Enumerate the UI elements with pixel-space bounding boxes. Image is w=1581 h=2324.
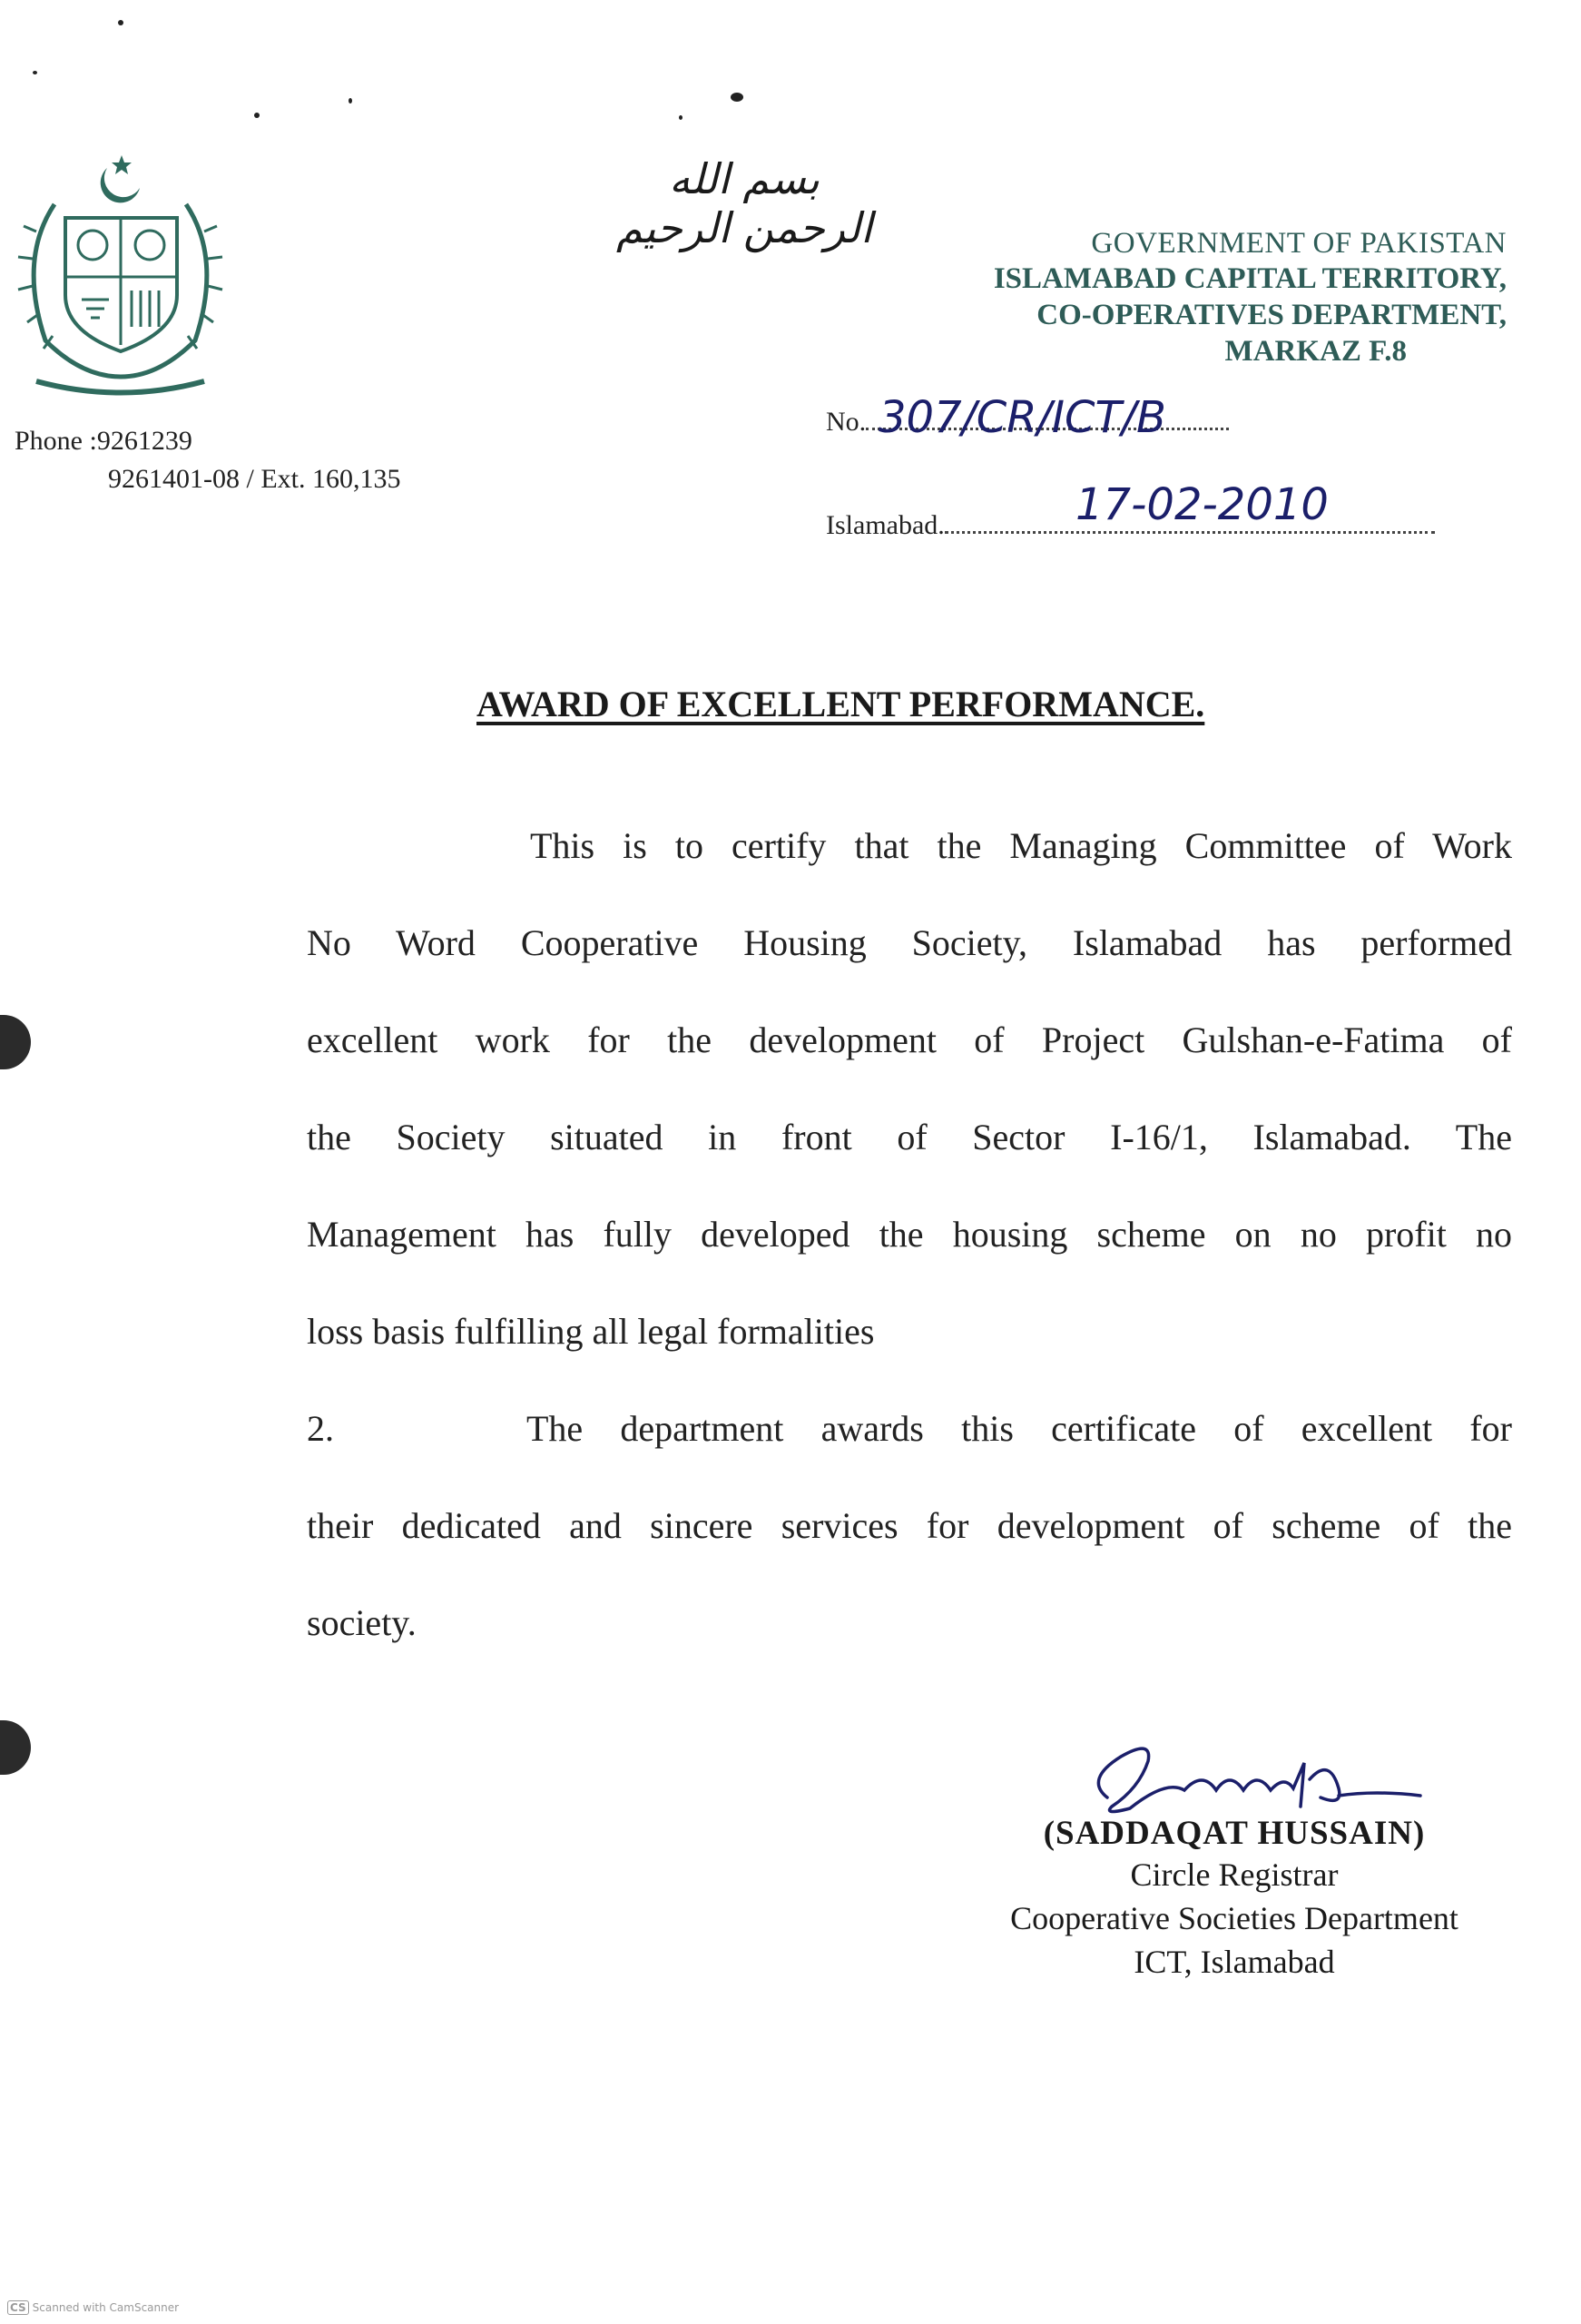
- paragraph-line: their dedicated and sincere services for development of scheme of the: [307, 1505, 1512, 1546]
- signature: [1066, 1725, 1429, 1825]
- scan-speck: [118, 20, 123, 25]
- phone-line-1: Phone :9261239: [15, 426, 192, 456]
- reference-number-handwritten: 307/CR/ICT/B: [879, 392, 1166, 443]
- bismillah-calligraphy: بسم الله الرحمن الرحيم: [616, 154, 872, 252]
- paragraph-line: This is to certify that the Managing Committee of Work: [530, 825, 1512, 866]
- scan-speck: [254, 113, 260, 118]
- scan-speck: [33, 71, 37, 74]
- punch-hole: [0, 1015, 31, 1069]
- scanner-watermark: [7, 2300, 179, 2315]
- paragraph-line: Management has fully developed the housing scheme on no profit no: [307, 1214, 1512, 1255]
- punch-hole: [0, 1720, 31, 1775]
- department-line: CO-OPERATIVES DEPARTMENT,: [1036, 299, 1507, 331]
- signatory-name: (SADDAQAT HUSSAIN): [1043, 1815, 1426, 1852]
- letterhead: [926, 227, 1507, 369]
- scan-speck: [679, 115, 682, 120]
- signatory-block: [962, 1814, 1507, 1984]
- paragraph-line: The department awards this certificate of excellent for: [526, 1408, 1512, 1449]
- government-line: GOVERNMENT OF PAKISTAN: [1091, 227, 1507, 260]
- paragraph-line: loss basis fulfilling all legal formalities: [307, 1311, 875, 1352]
- paragraph-number: 2.: [307, 1408, 334, 1449]
- signatory-department: Cooperative Societies Department: [1010, 1900, 1458, 1936]
- date-handwritten: 17-02-2010: [1075, 479, 1329, 530]
- phone-block: [15, 422, 401, 498]
- reference-no-label: No.: [826, 407, 867, 437]
- paragraph-line: the Society situated in front of Sector I-16/1, Islamabad. The: [307, 1117, 1512, 1157]
- signatory-office: ICT, Islamabad: [1134, 1944, 1335, 1980]
- territory-line: ISLAMABAD CAPITAL TERRITORY,: [993, 262, 1507, 295]
- paragraph-line: society.: [307, 1602, 417, 1643]
- place-label: Islamabad.: [826, 510, 945, 540]
- scan-speck: [731, 93, 743, 102]
- phone-line-2: 9261401-08 / Ext. 160,135: [108, 464, 401, 494]
- document-title: AWARD OF EXCELLENT PERFORMANCE.: [476, 684, 1205, 724]
- pakistan-emblem-icon: [9, 150, 231, 409]
- camscanner-logo-icon: CS: [7, 2300, 29, 2315]
- location-line: MARKAZ F.8: [1224, 335, 1407, 368]
- signatory-designation: Circle Registrar: [1130, 1856, 1339, 1893]
- paragraph-line: No Word Cooperative Housing Society, Islamabad has performed: [307, 922, 1512, 963]
- scan-speck: [349, 98, 352, 103]
- paragraph-line: excellent work for the development of Project Gulshan-e-Fatima of: [307, 1019, 1512, 1060]
- scanner-text: Scanned with CamScanner: [32, 2301, 180, 2314]
